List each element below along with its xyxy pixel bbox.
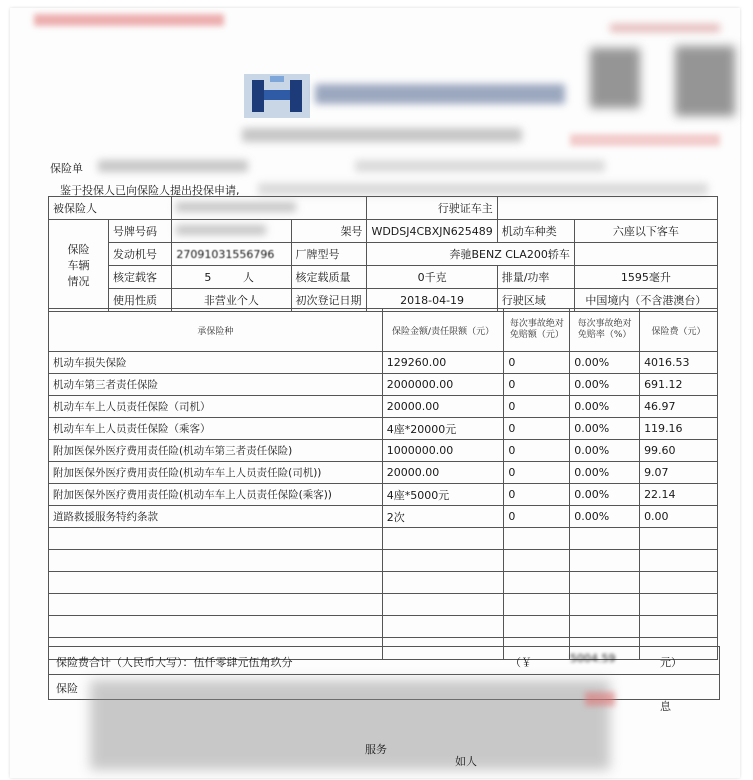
vehicle-section-label: 保险 车辆 情况 [49, 220, 109, 312]
coverage-cell-amount: 1000000.00 [382, 440, 504, 462]
coverage-cell-name: 附加医保外医疗费用责任险(机动车第三者责任保险) [49, 440, 383, 462]
frame-label: 架号 [291, 220, 367, 243]
qr-code-icon [590, 48, 640, 108]
blurred-policy-no [98, 160, 248, 172]
blurred-company-name [315, 84, 565, 104]
frame-value: WDDSJ4CBXJN625489 [367, 220, 497, 243]
area-value: 中国境内（不含港澳台） [574, 289, 717, 312]
engine-value: 27091031556796 [172, 243, 291, 266]
vehicle-type-value: 六座以下客车 [574, 220, 717, 243]
coverage-cell-name: 附加医保外医疗费用责任险(机动车车上人员责任保险(乘客)) [49, 484, 383, 506]
total-currency: （￥ [510, 656, 532, 669]
coverage-cell-amount: 20000.00 [382, 396, 504, 418]
coverage-cell-amount: 2000000.00 [382, 374, 504, 396]
coverage-empty-cell [570, 550, 640, 572]
mass-label: 核定载质量 [291, 266, 367, 289]
company-logo-icon [242, 70, 312, 122]
plate-value [172, 220, 291, 243]
total-unit: 元） [660, 656, 682, 669]
col-amount-header: 保险金额/责任限额（元） [382, 309, 504, 352]
coverage-cell-premium: 4016.53 [640, 352, 718, 374]
coverage-empty-cell [49, 528, 383, 550]
usage-value: 非营业个人 [172, 289, 291, 312]
coverage-empty-cell [382, 616, 504, 638]
coverage-row [49, 462, 718, 484]
coverage-row [49, 440, 718, 462]
coverage-row [49, 484, 718, 506]
coverage-empty-cell [504, 616, 570, 638]
coverage-empty-cell [382, 550, 504, 572]
col-rate-header: 每次事故绝对免赔率（%） [570, 309, 640, 352]
blurred-red-header [34, 14, 224, 26]
coverage-cell-rate: 0.00% [570, 484, 640, 506]
coverage-cell-deduct: 0 [504, 440, 570, 462]
coverage-cell-amount: 2次 [382, 506, 504, 528]
coverage-empty-cell [640, 550, 718, 572]
next-row-prefix: 保险 [56, 682, 78, 695]
coverage-empty-row [49, 528, 718, 550]
blurred-policy-right [355, 160, 605, 172]
coverage-cell-rate: 0.00% [570, 418, 640, 440]
model-blank [574, 243, 717, 266]
coverage-cell-deduct: 0 [504, 506, 570, 528]
displacement-value: 1595毫升 [574, 266, 717, 289]
total-label: 保险费合计（人民币大写）：伍仟零肆元伍角玖分 [56, 656, 293, 669]
coverage-cell-name: 机动车车上人员责任保险（乘客） [49, 418, 383, 440]
coverage-cell-deduct: 0 [504, 462, 570, 484]
coverage-cell-rate: 0.00% [570, 440, 640, 462]
coverage-cell-premium: 119.16 [640, 418, 718, 440]
coverage-empty-cell [382, 528, 504, 550]
coverage-cell-rate: 0.00% [570, 462, 640, 484]
blurred-top-right [610, 24, 720, 32]
area-label: 行驶区域 [497, 289, 574, 312]
coverage-cell-rate: 0.00% [570, 396, 640, 418]
intro-text: 鉴于投保人已向保险人提出投保申请, [60, 184, 240, 197]
coverage-cell-premium: 691.12 [640, 374, 718, 396]
coverage-empty-cell [382, 594, 504, 616]
coverage-empty-cell [570, 528, 640, 550]
coverage-empty-cell [640, 528, 718, 550]
coverage-empty-cell [49, 616, 383, 638]
coverage-cell-premium: 22.14 [640, 484, 718, 506]
vehicle-type-label: 机动车种类 [497, 220, 574, 243]
policy-prefix: 保险单 [50, 162, 83, 175]
policy-document [10, 8, 740, 778]
coverage-cell-amount: 4座*5000元 [382, 484, 504, 506]
engine-label: 发动机号 [109, 243, 172, 266]
coverage-cell-premium: 0.00 [640, 506, 718, 528]
blurred-red-stamp [585, 692, 615, 706]
coverage-empty-row [49, 616, 718, 638]
coverage-empty-cell [504, 594, 570, 616]
owner-value [497, 197, 717, 220]
vehicle-info-table [48, 196, 718, 312]
coverage-table [48, 308, 718, 660]
model-label: 厂牌型号 [291, 243, 367, 266]
displacement-label: 排量/功率 [497, 266, 574, 289]
seats-value: 5 人 [172, 266, 291, 289]
coverage-row [49, 418, 718, 440]
blurred-intro [258, 183, 708, 195]
usage-label: 使用性质 [109, 289, 172, 312]
owner-label: 行驶证车主 [367, 197, 497, 220]
col-name-header: 承保险种 [49, 309, 383, 352]
coverage-row [49, 506, 718, 528]
coverage-cell-premium: 9.07 [640, 462, 718, 484]
coverage-cell-deduct: 0 [504, 374, 570, 396]
coverage-cell-deduct: 0 [504, 396, 570, 418]
coverage-empty-cell [504, 550, 570, 572]
coverage-empty-cell [49, 594, 383, 616]
totals-row-border [48, 646, 720, 675]
insured-value [172, 197, 367, 220]
coverage-empty-cell [504, 528, 570, 550]
coverage-cell-amount: 129260.00 [382, 352, 504, 374]
coverage-empty-row [49, 550, 718, 572]
total-amount: 5004.59 [570, 652, 616, 665]
coverage-cell-name: 机动车第三者责任保险 [49, 374, 383, 396]
coverage-empty-cell [504, 572, 570, 594]
insured-label: 被保险人 [49, 197, 172, 220]
col-premium-header: 保险费（元） [640, 309, 718, 352]
coverage-cell-deduct: 0 [504, 418, 570, 440]
footer-frag1: 服务 [365, 743, 387, 756]
coverage-cell-premium: 46.97 [640, 396, 718, 418]
coverage-cell-name: 机动车损失保险 [49, 352, 383, 374]
coverage-cell-name: 附加医保外医疗费用责任险(机动车车上人员责任险(司机)) [49, 462, 383, 484]
coverage-cell-amount: 20000.00 [382, 462, 504, 484]
coverage-empty-row [49, 572, 718, 594]
col-deduct-header: 每次事故绝对免赔额（元） [504, 309, 570, 352]
seats-label: 核定载客 [109, 266, 172, 289]
coverage-cell-rate: 0.00% [570, 506, 640, 528]
coverage-empty-cell [640, 616, 718, 638]
model-value: 奔驰BENZ CLA200轿车 [367, 243, 574, 266]
coverage-cell-name: 机动车车上人员责任保险（司机） [49, 396, 383, 418]
coverage-cell-deduct: 0 [504, 484, 570, 506]
coverage-empty-cell [49, 572, 383, 594]
coverage-empty-cell [570, 572, 640, 594]
qr-code-icon-2 [675, 46, 735, 116]
coverage-empty-row [49, 594, 718, 616]
note-fragment: 息 [660, 700, 671, 713]
plate-label: 号牌号码 [109, 220, 172, 243]
coverage-row [49, 396, 718, 418]
footer-frag2: 如人 [455, 755, 477, 768]
coverage-empty-cell [49, 550, 383, 572]
coverage-empty-cell [640, 572, 718, 594]
regdate-label: 初次登记日期 [291, 289, 367, 312]
coverage-cell-premium: 99.60 [640, 440, 718, 462]
coverage-cell-deduct: 0 [504, 352, 570, 374]
coverage-cell-name: 道路救援服务特约条款 [49, 506, 383, 528]
coverage-empty-cell [382, 572, 504, 594]
coverage-empty-cell [640, 594, 718, 616]
coverage-empty-cell [570, 594, 640, 616]
coverage-cell-rate: 0.00% [570, 374, 640, 396]
coverage-row [49, 374, 718, 396]
coverage-cell-amount: 4座*20000元 [382, 418, 504, 440]
blurred-subtitle [242, 128, 522, 142]
blurred-red-number [570, 134, 720, 146]
coverage-row [49, 352, 718, 374]
coverage-cell-rate: 0.00% [570, 352, 640, 374]
blurred-bottom-block [90, 680, 610, 770]
regdate-value: 2018-04-19 [367, 289, 497, 312]
mass-value: 0千克 [367, 266, 497, 289]
coverage-empty-cell [570, 616, 640, 638]
